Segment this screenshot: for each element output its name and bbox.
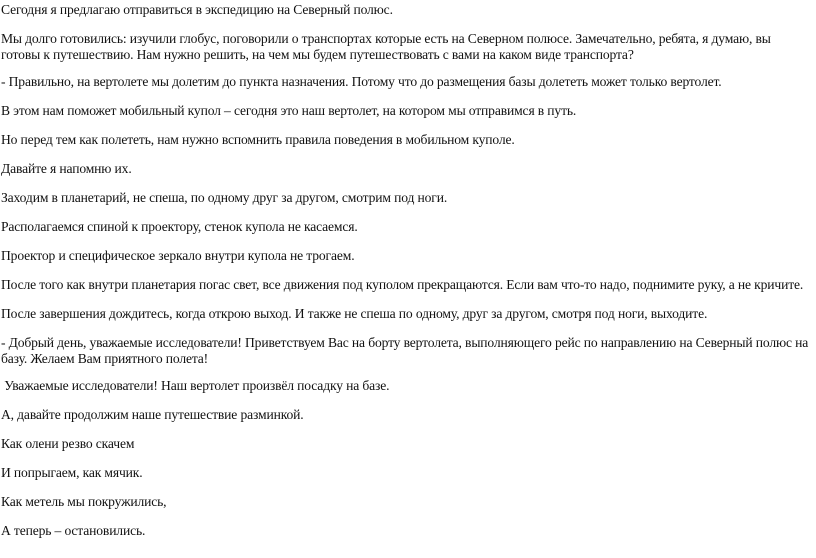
paragraph: А теперь – остановились. (1, 523, 146, 538)
paragraph: Сегодня я предлагаю отправиться в экспедицию на Северный полюс. (1, 2, 393, 17)
paragraph: Заходим в планетарий, не спеша, по одному друг за другом, смотрим под ноги. (1, 190, 448, 205)
paragraph: Располагаемся спиной к проектору, стенок купола не касаемся. (1, 219, 358, 234)
paragraph: - Добрый день, уважаемые исследователи! Приветствуем Вас на борту вертолета, выполняющего рейс по направлению на Северный полюс на базу. Желаем Вам приятного полета! (1, 335, 809, 366)
paragraph: После того как внутри планетария погас свет, все движения под куполом прекращаются. Если вам что-то надо, поднимите руку, а не кричите. (1, 277, 804, 292)
paragraph: Как олени резво скачем (1, 436, 135, 451)
paragraph: Давайте я напомню их. (1, 161, 132, 176)
paragraph: Уважаемые исследователи! Наш вертолет произвёл посадку на базе. (1, 378, 390, 393)
paragraph: Мы долго готовились: изучили глобус, поговорили о транспортах которые есть на Северном полюсе. Замечательно, ребята, я думаю, вы готовы к путешествию. Нам нужно решить, на чем мы будем путешествовать с вами на каком виде транспорта? (1, 31, 771, 62)
paragraph: После завершения дождитесь, когда открою выход. И также не спеша по одному, друг за другом, смотря под ноги, выходите. (1, 306, 708, 321)
paragraph: Но перед тем как полететь, нам нужно вспомнить правила поведения в мобильном куполе. (1, 132, 515, 147)
paragraph: - Правильно, на вертолете мы долетим до пункта назначения. Потому что до размещения базы долететь может только вертолет. (1, 74, 722, 89)
paragraph: Как метель мы покружились, (1, 494, 167, 509)
paragraph: В этом нам поможет мобильный купол – сегодня это наш вертолет, на котором мы отправимся в путь. (1, 103, 577, 118)
paragraph: И попрыгаем, как мячик. (1, 465, 143, 480)
paragraph: А, давайте продолжим наше путешествие разминкой. (1, 407, 304, 422)
paragraph: Проектор и специфическое зеркало внутри купола не трогаем. (1, 248, 355, 263)
